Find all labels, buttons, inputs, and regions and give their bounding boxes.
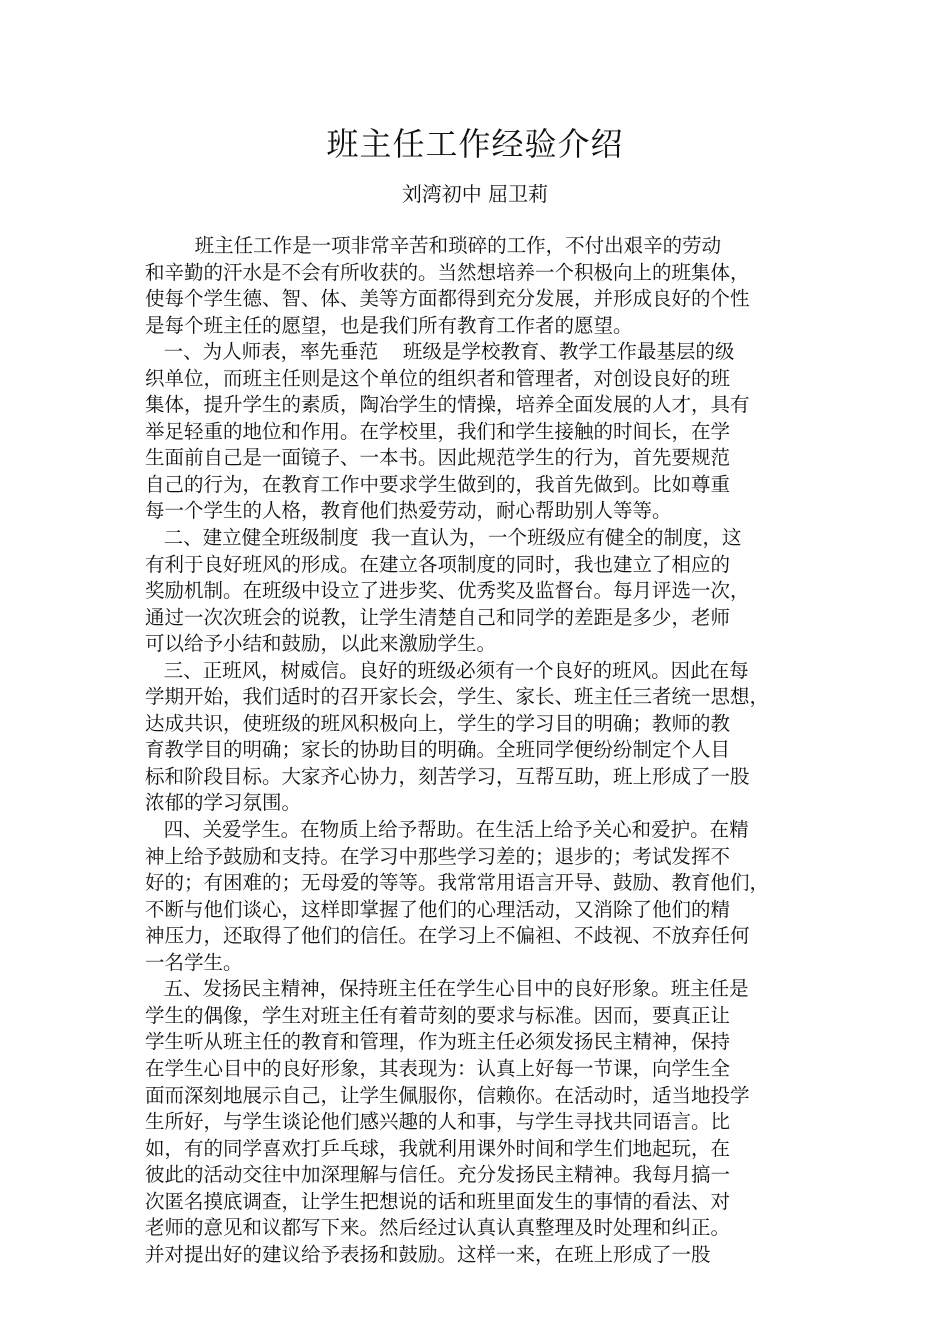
text-line: 四、关爱学生。在物质上给予帮助。在生活上给予关心和爱护。在精 <box>145 818 749 842</box>
text-line: 育教学目的明确；家长的协助目的明确。全班同学便纷纷制定个人目 <box>145 738 731 762</box>
text-line: 学期开始，我们适时的召开家长会，学生、家长、班主任三者统一思想， <box>145 685 770 709</box>
text-line: 浓郁的学习氛围。 <box>145 791 302 815</box>
body-text <box>145 233 825 1268</box>
text-line: 标和阶段目标。大家齐心协力，刻苦学习，互帮互助，班上形成了一股 <box>145 764 750 788</box>
text-line: 一名学生。 <box>145 950 243 974</box>
text-line: 和辛勤的汗水是不会有所收获的。当然想培养一个积极向上的班集体， <box>145 260 750 284</box>
text-line: 神上给予鼓励和支持。在学习中那些学习差的；退步的；考试发挥不 <box>145 844 731 868</box>
text-line: 是每个班主任的愿望，也是我们所有教育工作者的愿望。 <box>145 313 633 337</box>
text-line: 织单位，而班主任则是这个单位的组织者和管理者，对创设良好的班 <box>145 366 731 390</box>
text-line: 有利于良好班风的形成。在建立各项制度的同时，我也建立了相应的 <box>145 552 731 576</box>
text-line: 举足轻重的地位和作用。在学校里，我们和学生接触的时间长，在学 <box>145 419 731 443</box>
text-line: 达成共识，使班级的班风积极向上，学生的学习目的明确；教师的教 <box>145 711 731 735</box>
text-line: 如，有的同学喜欢打乒乓球，我就利用课外时间和学生们地起玩，在 <box>145 1136 731 1160</box>
text-line: 好的；有困难的；无母爱的等等。我常常用语言开导、鼓励、教育他们， <box>145 871 770 895</box>
text-line: 可以给予小结和鼓励，以此来激励学生。 <box>145 632 497 656</box>
text-line: 生面前自己是一面镜子、一本书。因此规范学生的行为，首先要规范 <box>145 446 731 470</box>
text-line: 每一个学生的人格，教育他们热爱劳动，耐心帮助别人等等。 <box>145 499 672 523</box>
text-line: 彼此的活动交往中加深理解与信任。充分发扬民主精神。我每月搞一 <box>145 1163 731 1187</box>
text-line: 一、为人师表，率先垂范 班级是学校教育、教学工作最基层的级 <box>145 340 735 364</box>
text-line: 班主任工作是一项非常辛苦和琐碎的工作，不付出艰辛的劳动 <box>145 234 722 257</box>
text-line: 二、建立健全班级制度 我一直认为，一个班级应有健全的制度，这 <box>145 526 742 550</box>
text-line: 通过一次次班会的说教，让学生清楚自己和同学的差距是多少，老师 <box>145 605 731 629</box>
text-line: 集体，提升学生的素质，陶冶学生的情操，培养全面发展的人才，具有 <box>145 393 750 417</box>
text-line: 不断与他们谈心，这样即掌握了他们的心理活动，又消除了他们的精 <box>145 897 731 921</box>
text-line: 并对提出好的建议给予表扬和鼓励。这样一来，在班上形成了一股 <box>145 1242 711 1266</box>
text-line: 生所好，与学生谈论他们感兴趣的人和事，与学生寻找共同语言。比 <box>145 1110 731 1134</box>
text-line: 奖励机制。在班级中设立了进步奖、优秀奖及监督台。每月评选一次， <box>145 579 750 603</box>
text-line: 在学生心目中的良好形象，其表现为：认真上好每一节课，向学生全 <box>145 1056 731 1080</box>
text-line: 次匿名摸底调查，让学生把想说的话和班里面发生的事情的看法、对 <box>145 1189 731 1213</box>
author-line: 刘湾初中 屈卫莉 <box>401 182 549 206</box>
text-line: 面而深刻地展示自己，让学生佩服你，信赖你。在活动时，适当地投学 <box>145 1083 750 1107</box>
text-line: 学生听从班主任的教育和管理，作为班主任必须发扬民主精神，保持 <box>145 1030 731 1054</box>
text-line: 使每个学生德、智、体、美等方面都得到充分发展，并形成良好的个性 <box>145 287 750 311</box>
text-line: 五、发扬民主精神，保持班主任在学生心目中的良好形象。班主任是 <box>145 977 749 1001</box>
text-line: 学生的偶像，学生对班主任有着苛刻的要求与标准。因而，要真正让 <box>145 1003 731 1027</box>
document-title: 班主任工作经验介绍 <box>326 125 624 163</box>
text-line: 自己的行为，在教育工作中要求学生做到的，我首先做到。比如尊重 <box>145 472 731 496</box>
text-line: 三、正班风，树威信。良好的班级必须有一个良好的班风。因此在每 <box>145 658 749 682</box>
text-line: 神压力，还取得了他们的信任。在学习上不偏袒、不歧视、不放弃任何 <box>145 924 750 948</box>
text-line: 老师的意见和议都写下来。然后经过认真认真整理及时处理和纠正。 <box>145 1216 731 1240</box>
